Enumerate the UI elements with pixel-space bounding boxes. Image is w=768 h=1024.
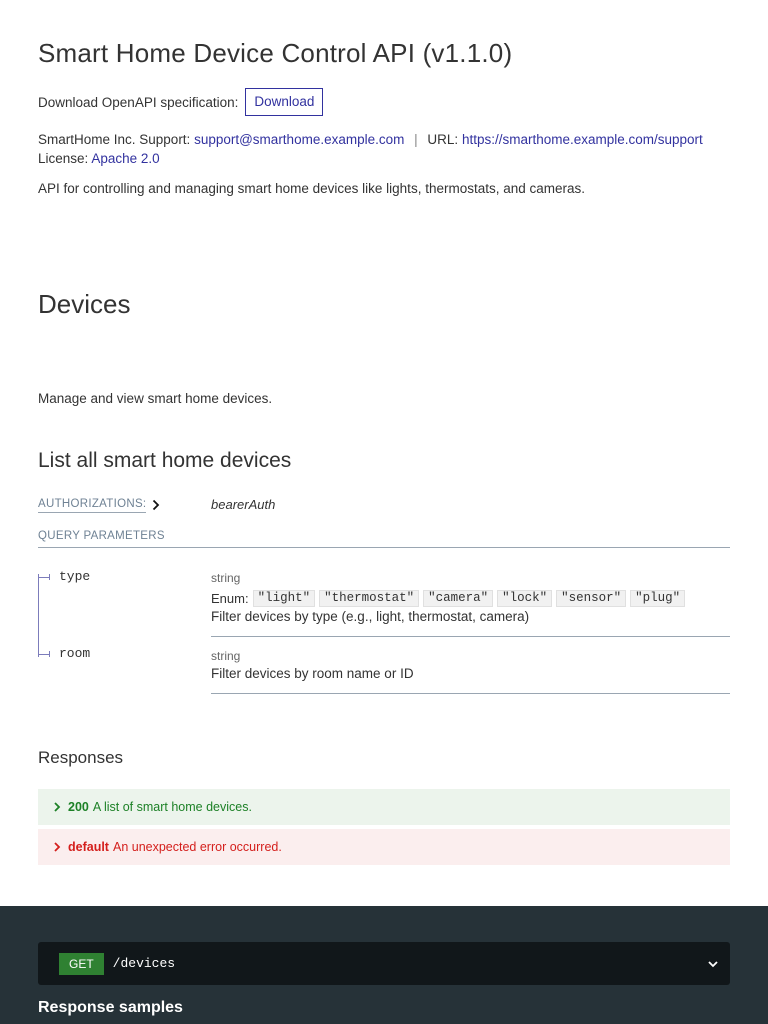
chevron-right-icon[interactable] <box>150 499 162 511</box>
support-email-link[interactable]: support@smarthome.example.com <box>194 132 405 147</box>
page-title: Smart Home Device Control API (v1.1.0) <box>38 38 513 68</box>
param-branch <box>49 574 50 580</box>
license-link[interactable]: Apache 2.0 <box>91 151 160 166</box>
enum-row <box>211 590 685 607</box>
api-description: API for controlling and managing smart home devices like lights, thermostats, and cameras. <box>38 181 586 196</box>
enum-label: Enum: <box>211 591 249 606</box>
auth-scheme: bearerAuth <box>211 497 276 512</box>
responses-title: Responses <box>38 748 124 767</box>
tag-title: Devices <box>38 289 131 319</box>
http-method-badge: GET <box>59 953 104 975</box>
param-tree-line <box>38 578 39 656</box>
license-prefix: License: <box>38 151 89 166</box>
response-code: default <box>68 840 109 854</box>
param-name-room: room <box>59 646 91 661</box>
url-prefix: URL: <box>427 132 459 147</box>
param-type: string <box>211 571 241 585</box>
download-row <box>38 88 323 116</box>
divider <box>211 636 730 637</box>
enum-value: "lock" <box>497 590 552 607</box>
support-url-link[interactable]: https://smarthome.example.com/support <box>461 132 703 147</box>
contact-info <box>38 130 703 168</box>
chevron-right-icon <box>52 802 62 812</box>
authorizations-toggle[interactable]: AUTHORIZATIONS: <box>38 498 146 513</box>
param-description: Filter devices by room name or ID <box>211 666 414 681</box>
response-code: 200 <box>68 800 89 814</box>
endpoint-toggle[interactable] <box>38 942 730 985</box>
chevron-down-icon <box>706 957 720 971</box>
enum-value: "light" <box>253 590 316 607</box>
param-name-type: type <box>59 569 91 584</box>
response-200[interactable] <box>38 789 730 825</box>
query-parameters-label: QUERY PARAMETERS <box>38 530 165 542</box>
response-samples-title: Response samples <box>38 999 183 1016</box>
param-description: Filter devices by type (e.g., light, thermostat, camera) <box>211 609 530 624</box>
enum-value: "thermostat" <box>319 590 419 607</box>
param-branch <box>39 577 49 578</box>
response-description: An unexpected error occurred. <box>112 840 282 854</box>
separator: | <box>414 132 418 147</box>
tag-description: Manage and view smart home devices. <box>38 391 273 406</box>
enum-value: "sensor" <box>556 590 626 607</box>
response-default[interactable] <box>38 829 730 865</box>
param-branch <box>39 654 49 655</box>
download-label: Download OpenAPI specification: <box>38 94 239 110</box>
endpoint-path: /devices <box>112 956 176 971</box>
download-button[interactable]: Download <box>245 88 323 116</box>
enum-value: "camera" <box>423 590 493 607</box>
divider <box>211 693 730 694</box>
enum-value: "plug" <box>630 590 685 607</box>
divider <box>38 547 730 548</box>
chevron-right-icon <box>52 842 62 852</box>
param-branch <box>49 651 50 657</box>
param-type: string <box>211 649 241 663</box>
support-prefix: SmartHome Inc. Support: <box>38 132 191 147</box>
operation-title: List all smart home devices <box>38 449 292 472</box>
response-description: A list of smart home devices. <box>92 800 252 814</box>
